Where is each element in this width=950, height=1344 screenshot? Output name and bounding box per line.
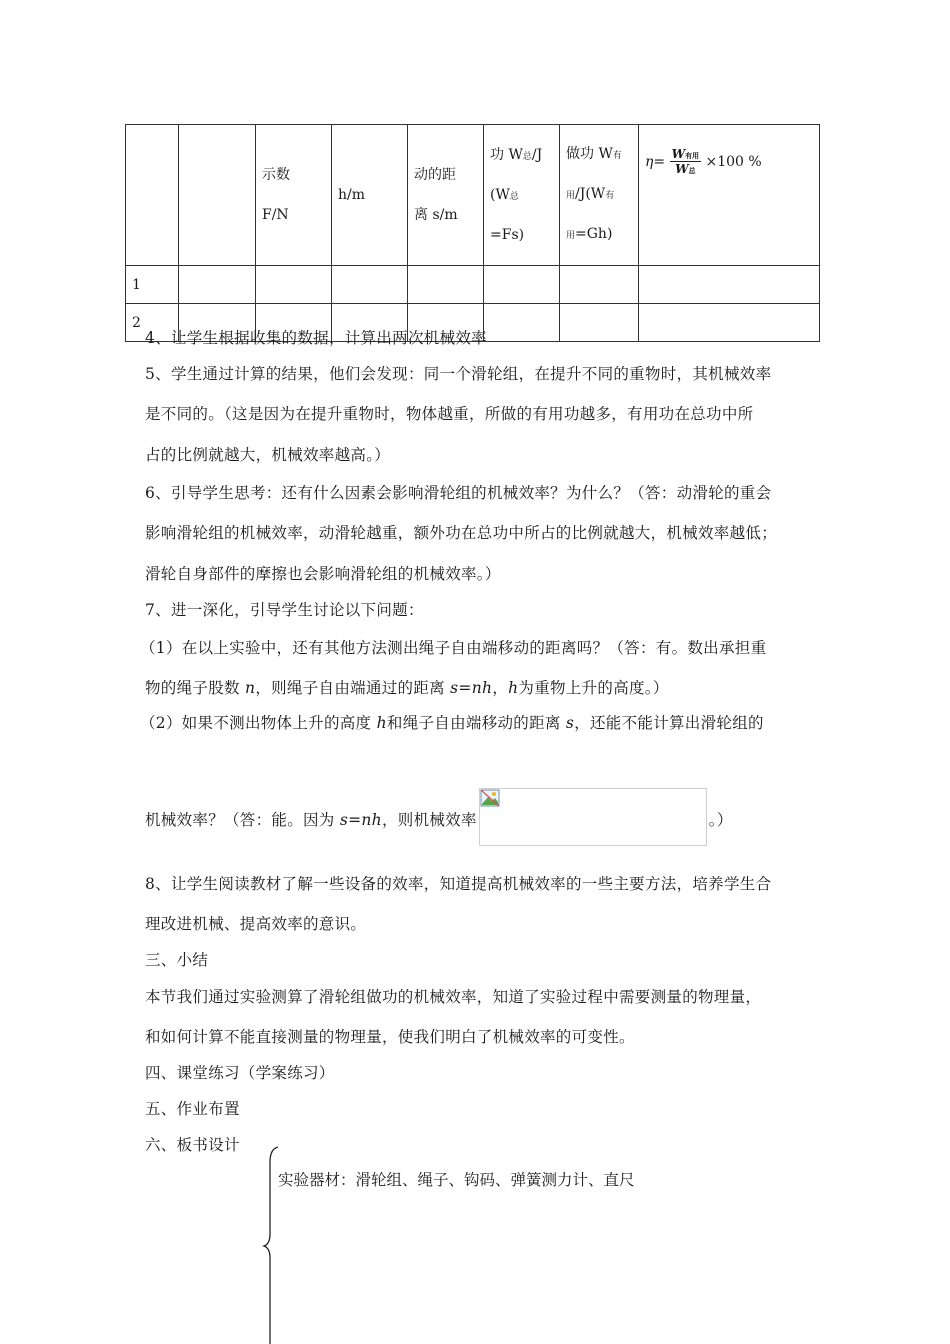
- paragraph-8-line2: 理改进机械、提高效率的意识。: [145, 915, 367, 933]
- paragraph-4: 4、让学生根据收集的数据，计算出两次机械效率: [145, 329, 487, 347]
- q1-eq: =: [458, 679, 472, 697]
- paragraph-5-line2: 是不同的。（这是因为在提升重物时，物体越重，所做的有用功越多，有用功在总功中所: [145, 405, 754, 423]
- board-equipment-line: 实验器材：滑轮组、绳子、钩码、弹簧测力计、直尺: [278, 1171, 635, 1189]
- useful-work-sub1: 有: [612, 151, 622, 161]
- q2-text: ，则机械效率: [381, 811, 477, 829]
- frac-num: W: [671, 147, 686, 161]
- var-nh: nh: [361, 811, 382, 829]
- table-row: [126, 266, 820, 304]
- header-cell-distance: [408, 125, 484, 266]
- table-cell: [484, 266, 560, 304]
- useful-work-sub3: 有: [605, 191, 615, 201]
- question-2-line1: [140, 711, 764, 733]
- total-work-l1b: /J: [531, 147, 543, 163]
- q1-comma: ，: [492, 679, 509, 697]
- section-summary-heading: 三、小结: [145, 951, 209, 969]
- paragraph-8-line1: 8、让学生阅读教材了解一些设备的效率，知道提高机械效率的一些主要方法，培养学生合: [145, 875, 772, 893]
- efficiency-data-table: [125, 124, 820, 342]
- header-cell-useful-work: [560, 125, 639, 266]
- section-practice-heading: 四、课堂练习（学案练习）: [145, 1064, 335, 1082]
- header-force-line2: F/N: [262, 207, 289, 223]
- total-work-sub2: 总: [509, 192, 519, 202]
- section-homework-heading: 五、作业布置: [145, 1100, 240, 1118]
- summary-line2: 和如何计算不能直接测量的物理量，使我们明白了机械效率的可变性。: [145, 1028, 635, 1046]
- q2-eq: =: [348, 811, 362, 829]
- paragraph-7: 7、进一深化，引导学生讨论以下问题：: [145, 601, 424, 619]
- header-distance-line1: 动的距: [414, 167, 456, 183]
- header-cell-height: [332, 125, 408, 266]
- row-index: 1: [126, 266, 179, 304]
- section-board-heading: 六、板书设计: [145, 1136, 240, 1154]
- paragraph-5-line1: 5、学生通过计算的结果，他们会发现：同一个滑轮组，在提升不同的重物时，其机械效率: [145, 365, 772, 383]
- header-cell-1: [126, 125, 179, 266]
- eta-symbol: η=: [645, 153, 666, 170]
- efficiency-fraction: [670, 147, 701, 176]
- total-work-sub1: 总: [522, 152, 532, 162]
- q1-text: ，则绳子自由端通过的距离: [255, 679, 451, 697]
- table-header-row: [126, 125, 820, 266]
- header-distance-line2: 离 s/m: [414, 207, 458, 223]
- table-cell: [484, 304, 560, 342]
- q2-text: （2）如果不测出物体上升的高度: [140, 714, 377, 732]
- frac-den-sub: 总: [688, 166, 696, 175]
- efficiency-formula: [645, 147, 762, 176]
- frac-num-sub: 有用: [685, 151, 700, 160]
- useful-work-l1: 做功 W: [566, 146, 613, 162]
- paragraph-6-line3: 滑轮自身部件的摩擦也会影响滑轮组的机械效率。）: [145, 565, 501, 583]
- header-cell-efficiency: [639, 125, 820, 266]
- q2-text: ，还能不能计算出滑轮组的: [574, 714, 764, 732]
- total-work-l2: (W: [490, 187, 510, 203]
- q2-text: 。）: [708, 811, 733, 829]
- question-1-line1: （1）在以上实验中，还有其他方法测出绳子自由端移动的距离吗？（答：有。数出承担重: [140, 639, 767, 657]
- header-height: h/m: [338, 187, 366, 203]
- total-work-l1: 功 W: [490, 147, 523, 163]
- table-cell: [560, 266, 639, 304]
- useful-work-l3: =Gh): [575, 226, 613, 242]
- header-force-line1: 示数: [262, 167, 290, 183]
- var-h: h: [376, 714, 387, 732]
- paragraph-5-line3: 占的比例就越大，机械效率越高。）: [145, 446, 391, 464]
- var-n: n: [245, 679, 256, 697]
- broken-image-placeholder: [479, 788, 707, 846]
- header-cell-total-work: [484, 125, 560, 266]
- table-cell: [639, 266, 820, 304]
- frac-tail: ×100 %: [705, 153, 762, 170]
- row-index: 2: [126, 304, 179, 342]
- q2-text: 和绳子自由端移动的距离: [386, 714, 566, 732]
- useful-work-l2: /J(W: [575, 186, 606, 202]
- question-2-line2: [145, 790, 733, 850]
- header-cell-force: [256, 125, 332, 266]
- q1-text: 为重物上升的高度。）: [518, 679, 669, 697]
- useful-work-sub2: 用: [566, 191, 576, 201]
- table-cell: [256, 266, 332, 304]
- var-s: s: [450, 679, 459, 697]
- paragraph-6-line2: 影响滑轮组的机械效率，动滑轮越重，额外功在总功中所占的比例就越大，机械效率越低；: [145, 524, 778, 542]
- table-cell: [408, 266, 484, 304]
- frac-den: W: [675, 162, 689, 176]
- var-s: s: [565, 714, 575, 732]
- var-nh: nh: [471, 679, 493, 697]
- q2-text: 机械效率？（答：能。因为: [145, 811, 340, 829]
- summary-line1: 本节我们通过实验测算了滑轮组做功的机械效率，知道了实验过程中需要测量的物理量，: [145, 988, 762, 1006]
- var-h: h: [508, 679, 519, 697]
- table-cell: [179, 266, 256, 304]
- question-1-line2: [145, 676, 669, 698]
- table-cell: [639, 304, 820, 342]
- broken-image-icon: [480, 789, 500, 807]
- paragraph-6-line1: 6、引导学生思考：还有什么因素会影响滑轮组的机械效率？为什么？（答：动滑轮的重会: [145, 484, 772, 502]
- useful-work-sub4: 用: [566, 231, 576, 241]
- table-cell: [560, 304, 639, 342]
- q1-text: 物的绳子股数: [145, 679, 246, 697]
- total-work-l3: =Fs): [490, 227, 525, 243]
- var-s: s: [339, 811, 349, 829]
- header-cell-2: [179, 125, 256, 266]
- table-cell: [332, 266, 408, 304]
